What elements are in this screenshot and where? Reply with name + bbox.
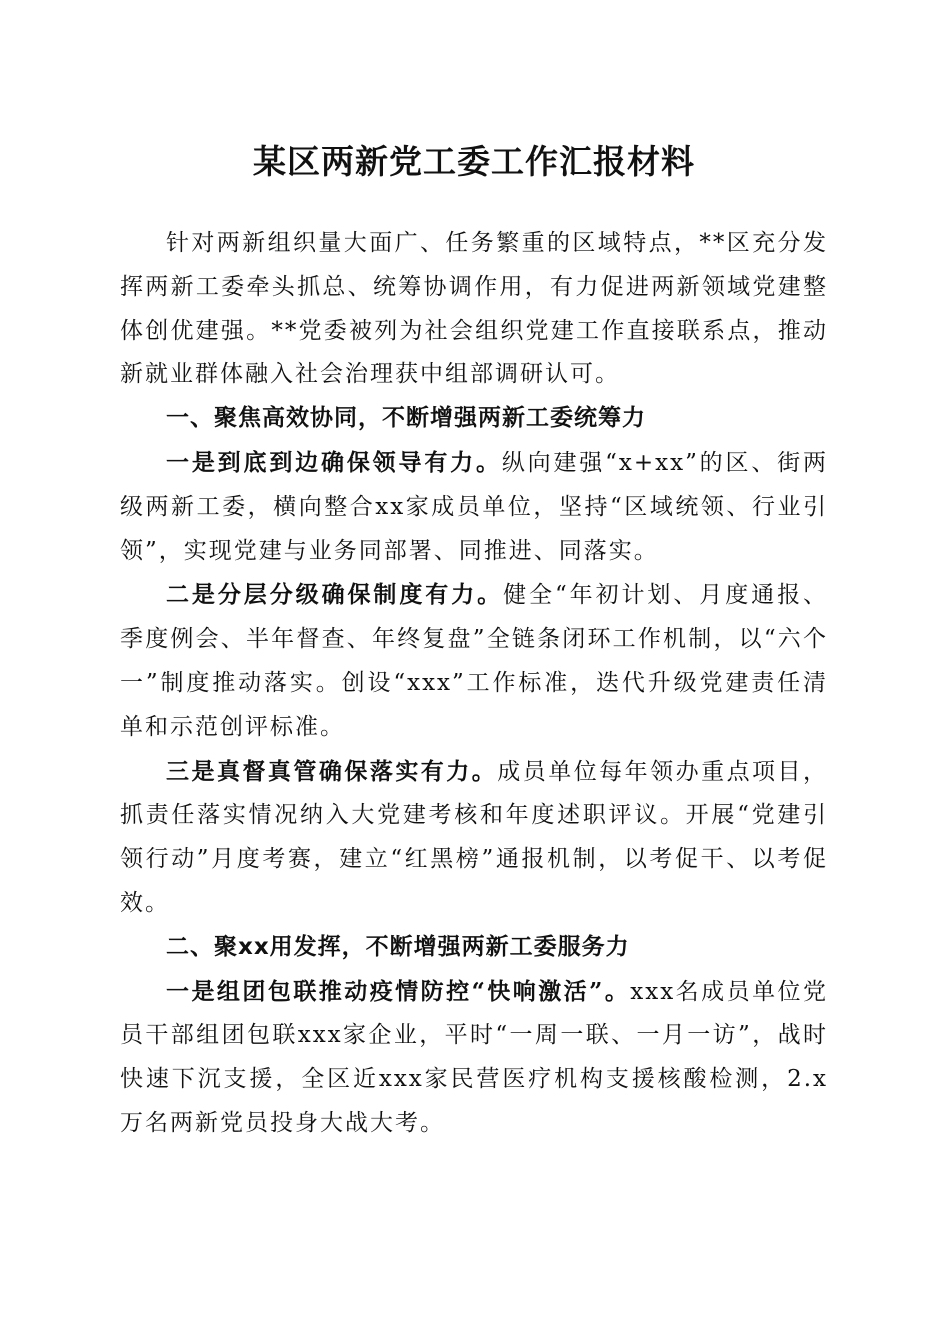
document-title: 某区两新党工委工作汇报材料 [253,142,695,181]
section-1-item-2 [120,573,828,749]
intro-paragraph: 针对两新组织量大面广、任务繁重的区域特点，**区充分发挥两新工委牵头抓总、统筹协调作用，有力促进两新领域党建整体创优建强。**党委被列为社会组织党建工作直接联系点，推动新就业群体融入社会治理获中组部调研认可。 [120,230,828,388]
section-1-item-3 [120,750,828,926]
document-body [120,222,828,1146]
section-1-item-2-lead: 二是分层分级确保制度有力。 [166,581,504,609]
section-2-item-1-text: xxx名成员单位党员干部组团包联xxx家企业，平时“一周一联、一月一访”，战时快速下沉支援，全区近xxx家民营医疗机构支援核酸检测，2.x万名两新党员投身大战大考。 [120,978,828,1136]
section-1-item-2-text: 健全“年初计划、月度通报、季度例会、半年督查、年终复盘”全链条闭环工作机制，以“六个一”制度推动落实。创设“xxx”工作标准，迭代升级党建责任清单和示范创评标准。 [120,582,829,740]
section-1-item-1-text: 纵向建强“x+xx”的区、街两级两新工委，横向整合xx家成员单位，坚持“区域统领、行业引领”，实现党建与业务同部署、同推进、同落实。 [120,449,828,564]
section-2-heading: 二、聚xx用发挥，不断增强两新工委服务力 [166,933,630,960]
document-page [120,133,828,1146]
section-1-heading: 一、聚焦高效协同，不断增强两新工委统筹力 [166,405,646,432]
section-1-item-3-lead: 三是真督真管确保落实有力。 [166,757,498,785]
section-1-item-3-text: 成员单位每年领办重点项目，抓责任落实情况纳入大党建考核和年度述职评议。开展“党建引领行动”月度考赛，建立“红黑榜”通报机制，以考促干、以考促效。 [120,758,829,916]
section-1-item-1 [120,441,828,573]
section-2-item-1 [120,970,828,1146]
section-1-item-1-lead: 一是到底到边确保领导有力。 [166,448,502,476]
section-2-item-1-lead: 一是组团包联推动疫情防控“快响激活”。 [166,977,631,1005]
